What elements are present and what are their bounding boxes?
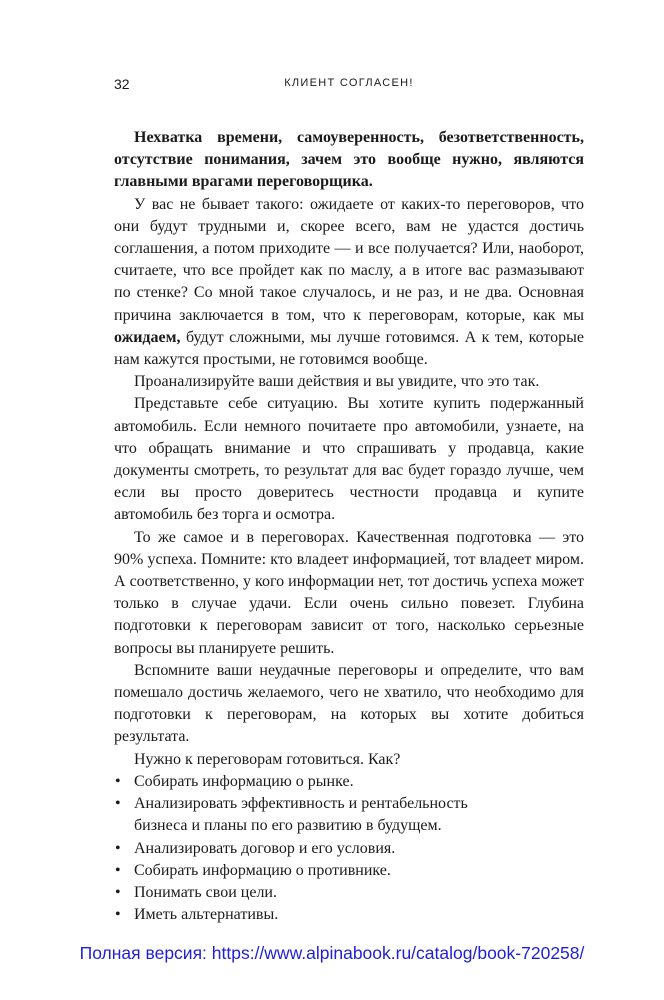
list-item-text: Собирать информацию о рынке. xyxy=(134,772,354,790)
list-item xyxy=(114,904,584,926)
lead-paragraph: Нехватка времени, самоуверенность, безответственность, отсутствие понимания, зачем это вообще нужно, являются главными врагами переговорщика. xyxy=(114,129,584,191)
list-item-text: Анализировать договор и его условия. xyxy=(134,839,396,857)
running-title: КЛИЕНТ СОГЛАСЕН! xyxy=(284,77,414,89)
page-body xyxy=(114,127,584,926)
list-item-text: Собирать информацию о противнике. xyxy=(134,861,391,879)
paragraph-2: Проанализируйте ваши действия и вы увидите, что это так. xyxy=(134,373,540,391)
list-item xyxy=(114,793,494,837)
list-item-text: Понимать свои цели. xyxy=(134,883,277,901)
list-item-text: Иметь альтернативы. xyxy=(134,906,279,924)
bullet-icon: • xyxy=(115,795,121,813)
paragraph-4: То же самое и в переговорах. Качественная подготовка — это 90% успеха. Помните: кто владеет информацией, тот владеет миром. А соответственно, у кого информации нет, тот достичь успеха может только в случае удачи. Если очень сильно повезет. Глубина подготовки к переговорам зависит от того, насколько серьезные вопросы вы планируете решить. xyxy=(114,528,584,657)
list-item xyxy=(114,882,584,904)
bullet-icon: • xyxy=(115,839,121,857)
list-item-text: Анализировать эффективность и рентабельность бизнеса и планы по его развитию в будущем. xyxy=(134,795,468,835)
list-item xyxy=(114,771,584,793)
bullet-list xyxy=(114,771,584,926)
bullet-icon: • xyxy=(115,883,121,901)
list-item xyxy=(114,860,584,882)
page-number: 32 xyxy=(114,76,130,92)
paragraph-5: Вспомните ваши неудачные переговоры и определите, что вам помешало достичь желаемого, чего не хватило, что необходимо для подготовки к переговорам, на которых вы хотите добиться результата. xyxy=(114,661,584,746)
paragraph-1 xyxy=(114,194,584,372)
page-header xyxy=(114,76,584,96)
bullet-icon: • xyxy=(115,772,121,790)
paragraph-1-text-start: У вас не бывает такого: ожидаете от каких-то переговоров, что они будут трудными и, скорее всего, вам не удастся достичь соглашения, а потом приходите — и все получается? Или, наоборот, считаете, что все пройдет как по маслу, а в итоге вас размазывают по стенке? Со мной такое случалось, и не раз, и не два. Основная причина заключается в том, что к переговорам, которые, как мы xyxy=(114,195,584,324)
paragraph-3: Представьте себе ситуацию. Вы хотите купить подержанный автомобиль. Если немного почитаете про автомобили, узнаете, на что обращать внимание и что спрашивать у продавца, какие документы смотреть, то результат для вас будет гораздо лучше, чем если вы просто доверитесь честности продавца и купите автомобиль без торга и осмотра. xyxy=(114,395,584,524)
bullet-icon: • xyxy=(115,861,121,879)
full-version-link[interactable]: Полная версия: https://www.alpinabook.ru/catalog/book-720258/ xyxy=(79,943,585,963)
paragraph-6: Нужно к переговорам готовиться. Как? xyxy=(134,750,401,768)
emphasis-expected: ожидаем, xyxy=(114,328,181,346)
bullet-icon: • xyxy=(115,906,121,924)
paragraph-1-text-end: будут сложными, мы лучше готовимся. А к тем, которые нам кажутся простыми, не готовимся вообще. xyxy=(114,328,584,369)
list-item xyxy=(114,838,584,860)
